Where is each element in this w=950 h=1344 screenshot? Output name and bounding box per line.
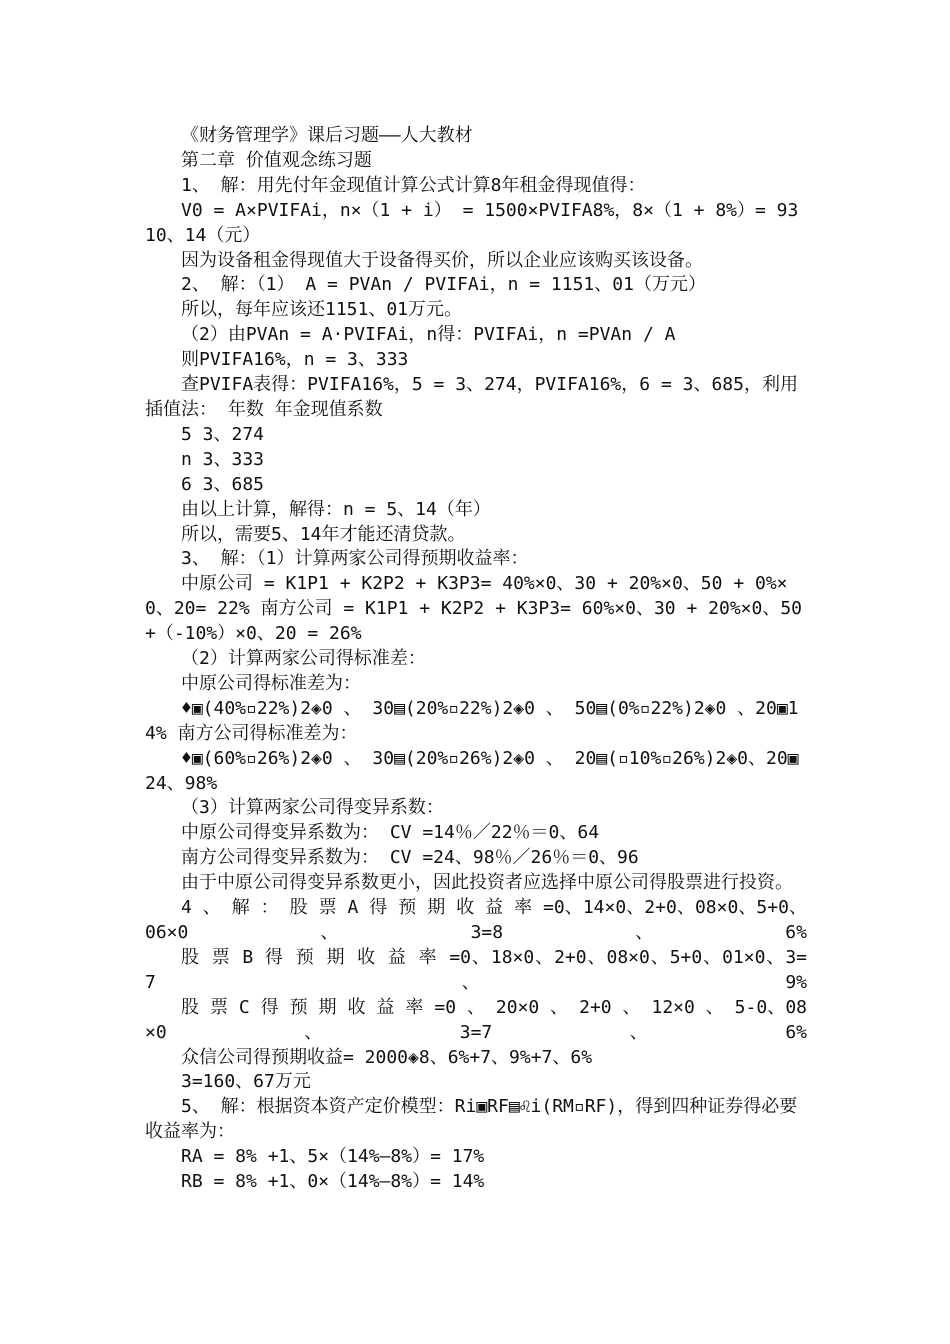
text-line: 由以上计算，解得：n = 5、14（年） bbox=[181, 498, 491, 520]
text-line: 因为设备租金得现值大于设备得买价，所以企业应该购买该设备。 bbox=[181, 249, 703, 271]
document-page bbox=[145, 124, 807, 1195]
text-line: （2）由PVAn = A·PVIFAi，n得：PVIFAi，n =PVAn / A bbox=[181, 324, 676, 346]
text-line: （2）计算两家公司得标准差： bbox=[181, 648, 426, 670]
chapter-heading: 第二章 价值观念练习题 bbox=[181, 149, 372, 171]
text-line: 股 票 C 得 预 期 收 益 率 =0 、 20×0 、 2+0 、 12×0 、 5-0、08×0、3=7、6% bbox=[145, 996, 807, 1043]
text-line: 查PVIFA表得：PVIFA16%，5 = 3、274，PVIFA16%，6 = 3、685，利用插值法： 年数 年金现值系数 bbox=[145, 374, 798, 420]
text-line: 则PVIFA16%，n = 3、333 bbox=[181, 349, 409, 371]
text-line: 5、 解：根据资本资产定价模型：Ri▣RF▤♌i(RM▫RF)，得到四种证券得必要收益率为： bbox=[145, 1096, 798, 1143]
text-line: 股 票 B 得 预 期 收 益 率 =0、18×0、2+0、08×0、5+0、01×0、3=7、9% bbox=[145, 946, 807, 993]
text-line: 南方公司得变异系数为： CV =24、98％／26％＝0、96 bbox=[181, 847, 639, 869]
text-line: 中原公司得变异系数为： CV =14％／22％＝0、64 bbox=[181, 822, 600, 844]
formula-line: ♦▣(60%▫26%)2◈0 、 30▤(20%▫26%)2◈0 、 20▤(▫10%▫26%)2◈0、20▣24、98% bbox=[145, 747, 799, 794]
text-line: 3=160、67万元 bbox=[181, 1071, 311, 1093]
text-line: 所以，需要5、14年才能还清贷款。 bbox=[181, 523, 466, 545]
text-line: 中原公司 = K1P1 + K2P2 + K3P3= 40%×0、30 + 20%×0、50 + 0%×0、20= 22% 南方公司 = K1P1 + K2P2 + K3P3= 60%×0、30 + 20%×0、50 +（-10%）×0、20 = 26% bbox=[145, 573, 803, 645]
text-line: RA = 8% +1、5×（14%—8%）= 17% bbox=[181, 1146, 485, 1168]
text-line: 5 3、274 bbox=[181, 423, 265, 445]
text-line: V0 = A×PVIFAi，n×（1 + i） = 1500×PVIFA8%，8×（1 + 8%）= 9310、14（元） bbox=[145, 199, 799, 246]
text-line: 由于中原公司得变异系数更小，因此投资者应选择中原公司得股票进行投资。 bbox=[181, 872, 793, 894]
formula-line: ♦▣(40%▫22%)2◈0 、 30▤(20%▫22%)2◈0 、 50▤(0%▫22%)2◈0 、20▣14% 南方公司得标准差为： bbox=[145, 697, 799, 744]
text-line: 6 3、685 bbox=[181, 473, 265, 495]
text-line: （3）计算两家公司得变异系数： bbox=[181, 797, 444, 819]
text-line: 2、 解：（1） A = PVAn / PVIFAi，n = 1151、01（万元） bbox=[181, 274, 706, 296]
text-line: 所以，每年应该还1151、01万元。 bbox=[181, 299, 463, 321]
doc-title: 《财务管理学》课后习题——人大教材 bbox=[181, 125, 473, 146]
text-line: n 3、333 bbox=[181, 448, 265, 470]
text-line: 4 、 解 ： 股 票 A 得 预 期 收 益 率 =0、14×0、2+0、08×0、5+0、06×0、3=8、6% bbox=[145, 897, 807, 943]
text-line: 众信公司得预期收益= 2000◈8、6%+7、9%+7、6% bbox=[181, 1046, 593, 1068]
text-line: RB = 8% +1、0×（14%—8%）= 14% bbox=[181, 1171, 485, 1193]
text-line: 3、 解：（1）计算两家公司得预期收益率： bbox=[181, 548, 529, 570]
text-line: 1、 解：用先付年金现值计算公式计算8年租金得现值得： bbox=[181, 174, 646, 196]
text-line: 中原公司得标准差为： bbox=[181, 672, 361, 694]
